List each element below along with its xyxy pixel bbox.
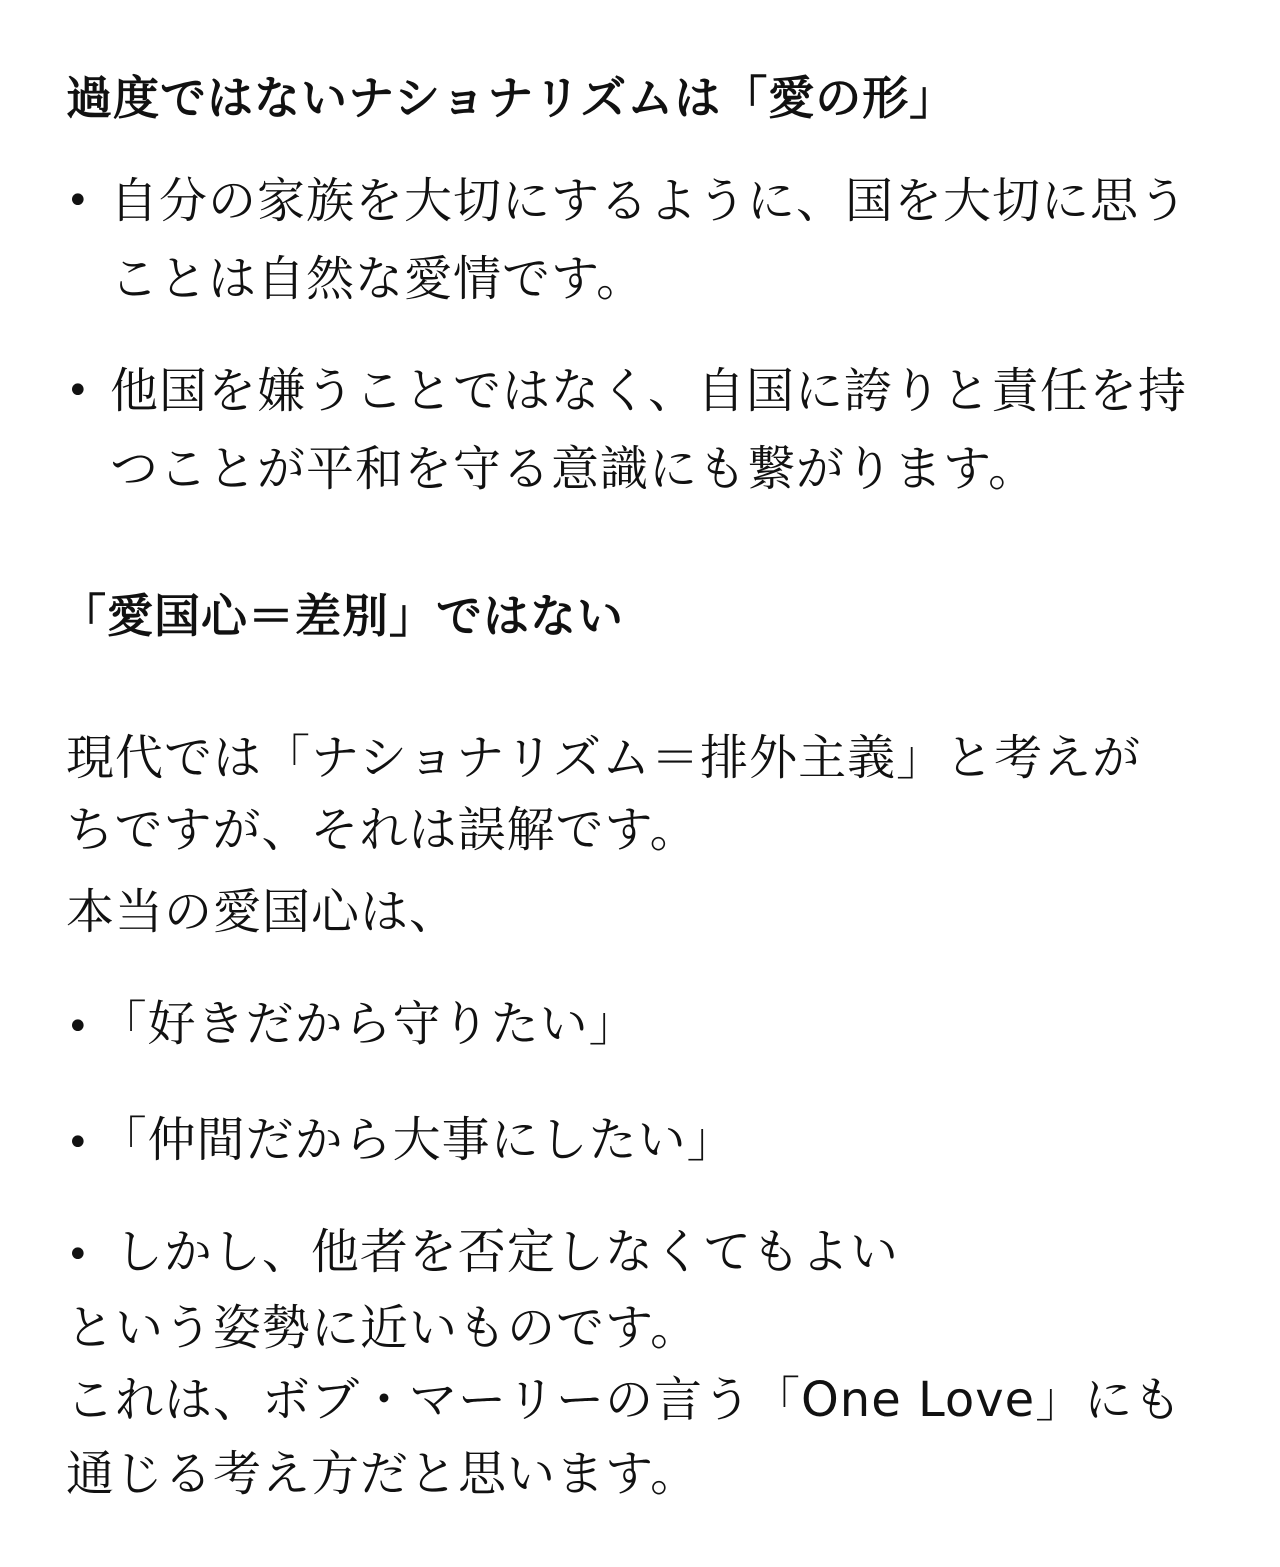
paragraph-line: という姿勢に近いものです。	[66, 1300, 700, 1356]
bullet-dot-icon: •	[66, 1004, 91, 1050]
list-item	[66, 352, 1216, 508]
list-item	[66, 988, 638, 1063]
section-heading-patriotism: 「愛国心＝差別」ではない	[60, 589, 624, 643]
paragraph-line: これは、ボブ・マーリーの言う「One Love」にも	[66, 1372, 1183, 1428]
bullet-dot-icon: •	[66, 368, 91, 414]
paragraph-line: ちですが、それは誤解です。	[66, 802, 699, 858]
paragraph-line: 通じる考え方だと思います。	[66, 1446, 700, 1502]
section-heading-love-form: 過度ではないナショナリズムは「愛の形」	[66, 71, 957, 125]
bullet-dot-icon: •	[66, 1232, 91, 1278]
list-item-text: 「仲間だから大事にしたい」	[98, 1112, 736, 1168]
bullet-dot-icon: •	[66, 178, 91, 224]
paragraph-line: 本当の愛国心は、	[66, 884, 459, 940]
list-item	[66, 1216, 899, 1291]
paragraph-line: 現代では「ナショナリズム＝排外主義」と考えが	[66, 730, 1142, 786]
list-item	[66, 1104, 736, 1179]
list-item-text: 自分の家族を大切にするように、国を大切に思うことは自然な愛情です。	[110, 173, 1189, 307]
bullet-dot-icon: •	[66, 1120, 91, 1166]
list-item-text: 他国を嫌うことではなく、自国に誇りと責任を持つことが平和を守る意識にも繋がります。	[110, 363, 1188, 497]
list-item-text: 「好きだから守りたい」	[98, 996, 638, 1052]
list-item	[66, 162, 1216, 318]
list-item-text: しかし、他者を否定しなくてもよい	[98, 1224, 899, 1280]
